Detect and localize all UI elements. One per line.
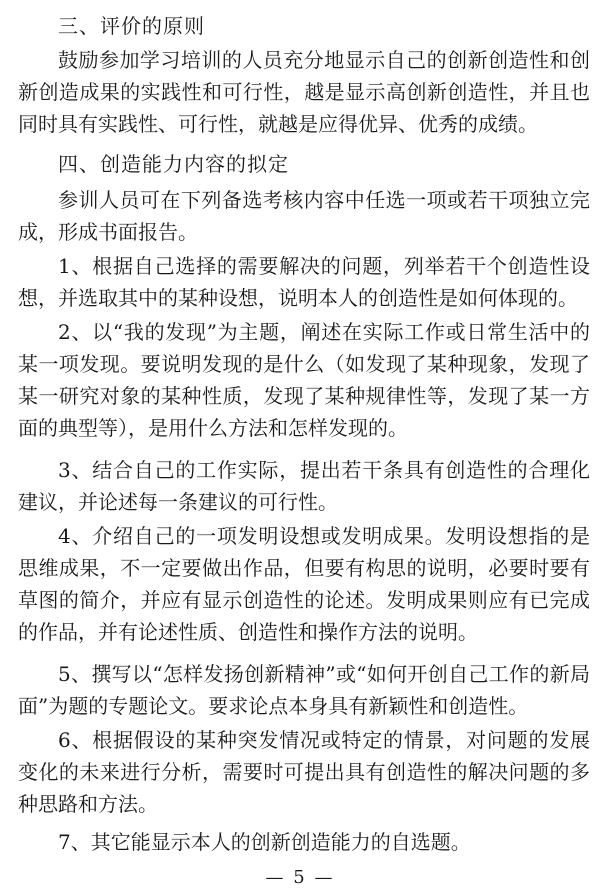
list-item-5: 5、撰写以“怎样发扬创新精神”或“如何开创自己工作的新局面”为题的专题论文。要求论点本身具有新颖性和创造性。 [18, 662, 590, 718]
list-item-3: 3、结合自己的工作实际，提出若干条具有创造性的合理化建议，并论述每一条建议的可行性。 [18, 458, 590, 514]
page-number: — 5 — [265, 867, 335, 888]
list-item-2: 2、以“我的发现”为主题，阐述在实际工作或日常生活中的某一项发现。要说明发现的是什么（如发现了某种现象，发现了某一研究对象的某种性质，发现了某种规律性等，发现了某一方面的典型等），是用什么方法和怎样发现的。 [18, 320, 590, 440]
list-item-6: 6、根据假设的某种突发情况或特定的情景，对问题的发展变化的未来进行分析，需要时可提出具有创造性的解决问题的多种思路和方法。 [18, 728, 590, 816]
paragraph-intro: 参训人员可在下列备选考核内容中任选一项或若干项独立完成，形成书面报告。 [18, 188, 590, 244]
paragraph-principles: 鼓励参加学习培训的人员充分地显示自己的创新创造性和创新创造成果的实践性和可行性，越是显示高创新创造性，并且也同时具有实践性、可行性，就越是应得优异、优秀的成绩。 [18, 48, 590, 136]
section-heading-content: 四、创造能力内容的拟定 [58, 152, 289, 176]
list-item-1: 1、根据自己选择的需要解决的问题，列举若干个创造性设想，并选取其中的某种设想，说明本人的创造性是如何体现的。 [18, 254, 590, 310]
list-item-7: 7、其它能显示本人的创新创造能力的自选题。 [58, 830, 471, 854]
section-heading-principles: 三、评价的原则 [58, 14, 205, 38]
document-page [18, 8, 590, 888]
list-item-4: 4、介绍自己的一项发明设想或发明成果。发明设想指的是思维成果，不一定要做出作品，但要有构思的说明，必要时要有草图的简介，并应有显示创造性的论述。发明成果则应有已完成的作品，并有论述性质、创造性和操作方法的说明。 [18, 524, 590, 644]
